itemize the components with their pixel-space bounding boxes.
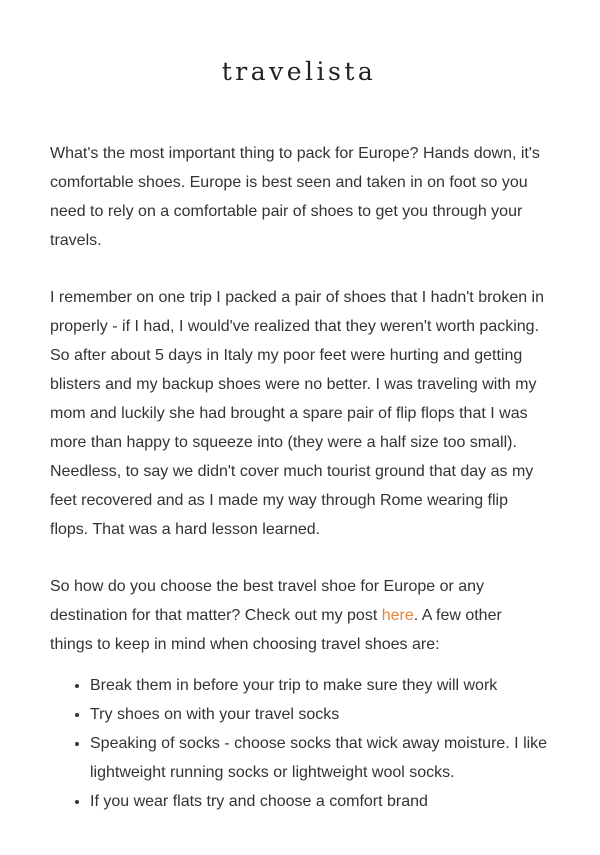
intro-paragraph: What's the most important thing to pack for Europe? Hands down, it's comfortable shoes. Europe is best seen and taken in on foot so you need to rely on a comfortable pair of shoes to get you through your travels. — [50, 145, 540, 249]
list-item: • Try shoes on with your travel socks — [90, 700, 548, 729]
advice-text-after-link: . A few other things to keep in mind when choosing travel shoes are: — [50, 607, 502, 653]
story-paragraph: I remember on one trip I packed a pair of shoes that I hadn't broken in properly - if I had, I would've realized that they weren't worth packing. So after about 5 days in Italy my poor feet were hurting and getting blisters and my backup shoes were no better. I was traveling with my mom and luckily she had brought a spare pair of flip flops that I was more than happy to squeeze into (they were a half size too small). Needless, to say we didn't cover much tourist ground that day as my feet recovered and as I made my way through Rome wearing flip flops. That was a hard lesson learned. — [50, 289, 545, 538]
advice-paragraph — [50, 572, 548, 659]
tips-list — [50, 671, 548, 816]
list-item: • Speaking of socks - choose socks that wick away moisture. I like lightweight running socks or lightweight wool socks. — [90, 729, 548, 787]
post-link[interactable]: here — [381, 607, 414, 624]
email-page — [0, 55, 600, 855]
advice-text-before-link: So how do you choose the best travel shoe for Europe or any destination for that matter? Check out my post — [50, 578, 485, 624]
list-item: • If you wear flats try and choose a comfort brand — [90, 787, 548, 816]
list-item: • Break them in before your trip to make sure they will work — [90, 671, 548, 700]
brand-logo[interactable]: travelista — [221, 57, 377, 86]
article-body — [50, 139, 548, 816]
